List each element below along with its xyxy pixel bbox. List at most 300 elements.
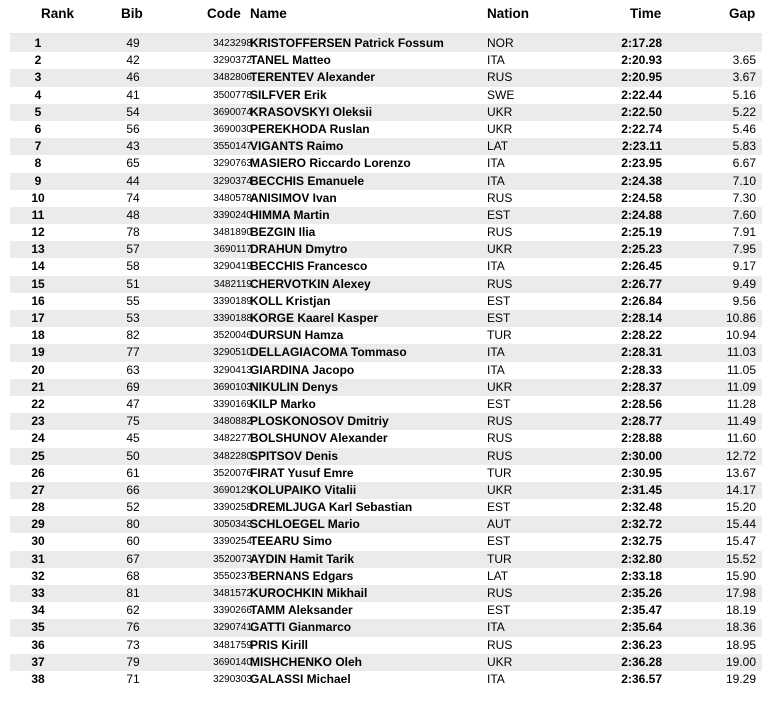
- cell-rank: 6: [34, 121, 42, 136]
- cell-nation: LAT: [487, 139, 509, 154]
- table-row: [10, 396, 762, 413]
- cell-time: 2:32.72: [621, 517, 662, 532]
- cell-name: VIGANTS Raimo: [250, 139, 344, 154]
- cell-time: 2:22.50: [621, 104, 662, 119]
- cell-rank: 15: [31, 276, 45, 291]
- cell-rank: 7: [34, 139, 42, 154]
- cell-code: 3690140: [213, 656, 252, 668]
- cell-name: TANEL Matteo: [250, 53, 331, 68]
- header-name: Name: [250, 6, 287, 21]
- cell-time: 2:28.88: [621, 431, 662, 446]
- cell-rank: 28: [31, 500, 45, 515]
- table-row: [10, 258, 762, 275]
- cell-bib: 60: [126, 534, 140, 549]
- cell-name: SILFVER Erik: [250, 87, 327, 102]
- cell-rank: 17: [31, 311, 45, 325]
- cell-bib: 73: [126, 637, 140, 652]
- cell-rank: 36: [31, 637, 45, 652]
- cell-rank: 31: [31, 551, 45, 566]
- cell-nation: RUS: [487, 70, 513, 85]
- cell-bib: 57: [126, 242, 140, 257]
- cell-nation: RUS: [487, 431, 513, 446]
- cell-nation: ITA: [487, 259, 505, 274]
- table-row: [10, 35, 762, 52]
- table-row: [10, 637, 762, 654]
- cell-code: 3481759: [213, 639, 252, 651]
- cell-time: 2:20.95: [621, 70, 662, 85]
- cell-code: 3050343: [213, 519, 252, 531]
- cell-bib: 63: [126, 362, 140, 377]
- cell-gap: 7.30: [732, 190, 756, 205]
- cell-bib: 69: [126, 379, 140, 394]
- cell-name: SCHLOEGEL Mario: [250, 517, 360, 532]
- cell-code: 3481572: [213, 588, 252, 599]
- cell-nation: EST: [487, 207, 511, 222]
- table-row: [10, 619, 762, 636]
- cell-nation: EST: [487, 311, 511, 325]
- cell-bib: 66: [126, 482, 140, 497]
- cell-bib: 76: [126, 620, 140, 635]
- cell-nation: TUR: [487, 328, 512, 343]
- cell-gap: 12.72: [725, 448, 756, 463]
- cell-name: DELLAGIACOMA Tommaso: [250, 345, 407, 360]
- table-row: [10, 379, 762, 396]
- cell-gap: 18.19: [725, 603, 756, 618]
- cell-gap: 9.56: [732, 293, 756, 308]
- table-row: [10, 327, 762, 344]
- cell-gap: 17.98: [725, 586, 756, 600]
- cell-name: PEREKHODA Ruslan: [250, 121, 370, 136]
- cell-gap: 11.28: [726, 396, 756, 411]
- cell-gap: 9.49: [732, 276, 756, 291]
- cell-code: 3390169: [213, 398, 252, 410]
- cell-code: 3480882: [213, 416, 252, 428]
- cell-rank: 24: [31, 431, 45, 446]
- cell-time: 2:32.48: [621, 500, 662, 515]
- cell-time: 2:36.23: [621, 637, 662, 652]
- table-row: [10, 190, 762, 207]
- table-row: [10, 516, 762, 533]
- cell-bib: 81: [126, 586, 140, 600]
- cell-name: KRISTOFFERSEN Patrick Fossum: [250, 36, 444, 50]
- cell-bib: 55: [126, 293, 140, 308]
- cell-nation: ITA: [487, 362, 505, 377]
- cell-code: 3550147: [213, 141, 252, 153]
- cell-code: 3500778: [213, 89, 252, 101]
- header-gap: Gap: [729, 6, 756, 21]
- cell-bib: 78: [126, 225, 140, 240]
- cell-gap: 5.83: [732, 139, 756, 154]
- cell-gap: 7.60: [732, 207, 756, 222]
- cell-time: 2:17.28: [621, 36, 662, 50]
- table-row: [10, 482, 762, 499]
- cell-time: 2:24.88: [621, 207, 662, 222]
- cell-nation: UKR: [487, 379, 513, 394]
- table-row: [10, 121, 762, 138]
- cell-gap: 19.00: [725, 654, 756, 669]
- cell-rank: 9: [34, 173, 42, 188]
- cell-code: 3290372: [213, 55, 252, 67]
- table-row: [10, 310, 762, 327]
- table-row: [10, 362, 762, 379]
- cell-time: 2:26.77: [621, 276, 662, 291]
- cell-time: 2:35.47: [621, 603, 662, 618]
- header-rank: Rank: [41, 6, 75, 21]
- table-row: [10, 602, 762, 619]
- cell-nation: LAT: [487, 568, 509, 583]
- header-time: Time: [630, 6, 662, 21]
- results-table: [10, 35, 762, 688]
- cell-bib: 49: [126, 36, 140, 50]
- cell-gap: 5.46: [732, 121, 756, 136]
- cell-bib: 67: [126, 551, 140, 566]
- cell-rank: 19: [31, 345, 45, 360]
- cell-name: DURSUN Hamza: [250, 328, 344, 343]
- cell-code: 3390188: [213, 313, 252, 324]
- cell-name: MASIERO Riccardo Lorenzo: [250, 156, 411, 171]
- cell-nation: UKR: [487, 121, 513, 136]
- cell-time: 2:35.26: [621, 586, 662, 600]
- cell-time: 2:28.14: [621, 311, 662, 325]
- cell-name: NIKULIN Denys: [250, 379, 339, 394]
- cell-time: 2:28.37: [621, 379, 662, 394]
- cell-rank: 12: [31, 225, 45, 240]
- cell-gap: 5.22: [732, 104, 756, 119]
- cell-rank: 11: [31, 207, 45, 222]
- cell-code: 3690129: [213, 484, 252, 496]
- cell-time: 2:28.56: [621, 396, 662, 411]
- cell-time: 2:33.18: [621, 568, 662, 583]
- cell-code: 3690117: [213, 244, 252, 256]
- table-row: [10, 413, 762, 430]
- cell-rank: 8: [34, 156, 42, 171]
- cell-rank: 20: [31, 362, 45, 377]
- cell-code: 3481890: [213, 227, 252, 239]
- cell-bib: 58: [126, 259, 140, 274]
- cell-gap: 14.17: [725, 482, 756, 497]
- cell-gap: 7.10: [732, 173, 756, 188]
- cell-name: KRASOVSKYI Oleksii: [250, 104, 373, 119]
- cell-nation: RUS: [487, 276, 513, 291]
- cell-gap: 7.91: [732, 225, 756, 240]
- cell-rank: 21: [31, 379, 45, 394]
- cell-name: CHERVOTKIN Alexey: [250, 276, 371, 291]
- table-row: [10, 173, 762, 190]
- cell-code: 3482280: [213, 450, 252, 462]
- cell-bib: 47: [126, 396, 140, 411]
- cell-rank: 30: [31, 534, 45, 549]
- cell-name: GALASSI Michael: [250, 671, 351, 686]
- cell-gap: 15.44: [725, 517, 756, 532]
- cell-bib: 82: [126, 328, 140, 343]
- table-row: [10, 568, 762, 585]
- cell-gap: 10.86: [725, 311, 756, 325]
- table-row: [10, 671, 762, 688]
- cell-time: 2:28.31: [621, 345, 662, 360]
- cell-bib: 48: [126, 207, 140, 222]
- cell-code: 3290510: [213, 347, 252, 359]
- cell-time: 2:24.58: [621, 190, 662, 205]
- table-row: [10, 430, 762, 447]
- cell-time: 2:25.23: [621, 242, 662, 257]
- cell-code: 3290413: [213, 364, 252, 376]
- cell-rank: 14: [31, 259, 45, 274]
- cell-rank: 22: [31, 396, 45, 411]
- cell-time: 2:25.19: [621, 225, 662, 240]
- cell-time: 2:36.28: [621, 654, 662, 669]
- cell-bib: 45: [126, 431, 140, 446]
- cell-nation: RUS: [487, 586, 513, 600]
- cell-time: 2:22.44: [621, 87, 662, 102]
- cell-rank: 32: [31, 568, 45, 583]
- cell-rank: 35: [31, 620, 45, 635]
- header-bib: Bib: [121, 6, 143, 21]
- cell-gap: 18.95: [725, 637, 756, 652]
- cell-nation: ITA: [487, 53, 505, 68]
- cell-bib: 50: [126, 448, 140, 463]
- cell-rank: 27: [31, 482, 45, 497]
- cell-name: TAMM Aleksander: [250, 603, 353, 618]
- cell-code: 3690074: [213, 106, 252, 118]
- cell-name: PRIS Kirill: [250, 637, 309, 652]
- cell-code: 3690103: [213, 381, 252, 393]
- cell-nation: UKR: [487, 654, 513, 669]
- cell-bib: 65: [126, 156, 140, 171]
- cell-code: 3290374: [213, 175, 252, 187]
- cell-time: 2:36.57: [621, 671, 662, 686]
- cell-gap: 7.95: [732, 242, 756, 257]
- cell-rank: 18: [31, 328, 45, 343]
- cell-name: GATTI Gianmarco: [250, 620, 352, 635]
- cell-name: AYDIN Hamit Tarik: [250, 551, 355, 566]
- cell-name: KUROCHKIN Mikhail: [250, 586, 368, 600]
- cell-name: BERNANS Edgars: [250, 568, 354, 583]
- cell-name: HIMMA Martin: [250, 207, 330, 222]
- cell-bib: 56: [126, 121, 140, 136]
- cell-gap: 19.29: [725, 671, 756, 686]
- cell-gap: 3.67: [732, 70, 756, 85]
- cell-nation: EST: [487, 603, 511, 618]
- cell-name: PLOSKONOSOV Dmitriy: [250, 414, 389, 429]
- cell-rank: 37: [31, 654, 45, 669]
- cell-nation: EST: [487, 500, 511, 515]
- cell-gap: 13.67: [725, 465, 756, 480]
- cell-bib: 62: [126, 603, 140, 618]
- cell-time: 2:28.33: [621, 362, 662, 377]
- cell-nation: UKR: [487, 104, 513, 119]
- cell-nation: AUT: [487, 517, 511, 532]
- cell-nation: SWE: [487, 87, 515, 102]
- cell-nation: ITA: [487, 156, 505, 171]
- cell-gap: 15.52: [725, 551, 756, 566]
- cell-bib: 68: [126, 568, 140, 583]
- table-row: [10, 224, 762, 241]
- cell-code: 3390240: [213, 209, 252, 221]
- cell-nation: TUR: [487, 551, 512, 566]
- table-row: [10, 104, 762, 121]
- cell-time: 2:23.95: [621, 156, 662, 171]
- cell-nation: ITA: [487, 173, 505, 188]
- cell-nation: ITA: [487, 345, 505, 360]
- cell-rank: 25: [31, 448, 45, 463]
- cell-name: TERENTEV Alexander: [250, 70, 375, 85]
- table-row: [10, 207, 762, 224]
- cell-bib: 80: [126, 517, 140, 532]
- cell-bib: 53: [126, 311, 140, 325]
- cell-code: 3423298: [213, 38, 252, 49]
- cell-bib: 79: [126, 654, 140, 669]
- cell-bib: 41: [126, 87, 140, 102]
- cell-name: BECCHIS Francesco: [250, 259, 368, 274]
- table-row: [10, 69, 762, 86]
- cell-bib: 43: [126, 139, 140, 154]
- table-row: [10, 241, 762, 258]
- cell-rank: 33: [31, 586, 45, 600]
- cell-gap: 15.47: [725, 534, 756, 549]
- cell-nation: NOR: [487, 36, 514, 50]
- table-row: [10, 138, 762, 155]
- table-row: [10, 155, 762, 172]
- table-row: [10, 276, 762, 293]
- cell-name: GIARDINA Jacopo: [250, 362, 355, 377]
- cell-code: 3290419: [213, 261, 252, 273]
- cell-code: 3290763: [213, 158, 252, 170]
- cell-nation: UKR: [487, 482, 513, 497]
- cell-gap: 6.67: [732, 156, 756, 171]
- cell-nation: UKR: [487, 242, 513, 257]
- cell-gap: 18.36: [725, 620, 756, 635]
- cell-name: ANISIMOV Ivan: [250, 190, 337, 205]
- cell-gap: 11.05: [726, 362, 756, 377]
- table-row: [10, 654, 762, 671]
- cell-gap: 3.65: [732, 53, 756, 68]
- cell-time: 2:20.93: [621, 53, 662, 68]
- cell-code: 3480578: [213, 192, 252, 204]
- cell-name: KORGE Kaarel Kasper: [250, 311, 379, 325]
- cell-code: 3520073: [213, 553, 252, 565]
- cell-nation: EST: [487, 534, 511, 549]
- cell-rank: 23: [31, 414, 45, 429]
- cell-name: BECCHIS Emanuele: [250, 173, 365, 188]
- table-row: [10, 465, 762, 482]
- cell-bib: 42: [126, 53, 140, 68]
- cell-name: KILP Marko: [250, 396, 316, 411]
- header-nation: Nation: [487, 6, 529, 21]
- cell-nation: RUS: [487, 637, 513, 652]
- cell-code: 3520046: [213, 330, 252, 342]
- cell-name: TEEARU Simo: [250, 534, 333, 549]
- cell-name: KOLL Kristjan: [250, 293, 331, 308]
- cell-gap: 5.16: [732, 87, 756, 102]
- cell-rank: 4: [34, 87, 42, 102]
- cell-name: SPITSOV Denis: [250, 448, 339, 463]
- cell-bib: 74: [126, 190, 140, 205]
- cell-time: 2:35.64: [621, 620, 662, 635]
- table-row: [10, 87, 762, 104]
- table-row: [10, 293, 762, 310]
- cell-nation: ITA: [487, 671, 505, 686]
- cell-bib: 44: [126, 173, 140, 188]
- cell-code: 3482277: [213, 433, 252, 445]
- cell-rank: 2: [34, 53, 42, 68]
- cell-code: 3390254: [213, 536, 252, 548]
- table-row: [10, 344, 762, 361]
- cell-name: DRAHUN Dmytro: [250, 242, 348, 257]
- cell-name: BEZGIN Ilia: [250, 225, 316, 240]
- cell-gap: 9.17: [732, 259, 756, 274]
- cell-gap: 15.90: [725, 568, 756, 583]
- cell-rank: 5: [34, 104, 42, 119]
- cell-rank: 26: [31, 465, 45, 480]
- table-row: [10, 551, 762, 568]
- cell-time: 2:22.74: [621, 121, 662, 136]
- cell-time: 2:31.45: [621, 482, 662, 497]
- cell-rank: 16: [31, 293, 45, 308]
- cell-bib: 61: [126, 465, 140, 480]
- table-row: [10, 585, 762, 602]
- cell-rank: 10: [31, 190, 45, 205]
- cell-time: 2:30.95: [621, 465, 662, 480]
- cell-rank: 38: [31, 671, 45, 686]
- cell-time: 2:30.00: [621, 448, 662, 463]
- cell-nation: RUS: [487, 225, 513, 240]
- cell-nation: RUS: [487, 414, 513, 429]
- cell-nation: EST: [487, 396, 511, 411]
- cell-time: 2:28.22: [621, 328, 662, 343]
- cell-gap: 10.94: [725, 328, 756, 343]
- cell-bib: 51: [126, 276, 140, 291]
- cell-code: 3690030: [213, 123, 252, 135]
- cell-nation: RUS: [487, 190, 513, 205]
- cell-time: 2:23.11: [621, 139, 662, 154]
- cell-time: 2:32.80: [621, 551, 662, 566]
- cell-nation: EST: [487, 293, 511, 308]
- cell-code: 3290741: [213, 622, 252, 634]
- cell-time: 2:28.77: [621, 414, 662, 429]
- cell-rank: 13: [31, 242, 45, 257]
- cell-gap: 11.09: [726, 379, 756, 394]
- cell-nation: RUS: [487, 448, 513, 463]
- cell-code: 3290303: [213, 673, 252, 685]
- cell-rank: 34: [31, 603, 45, 618]
- table-row: [10, 499, 762, 516]
- cell-time: 2:32.75: [621, 534, 662, 549]
- table-row: [10, 448, 762, 465]
- cell-gap: 15.20: [725, 500, 756, 515]
- cell-rank: 3: [34, 70, 42, 85]
- table-row: [10, 533, 762, 550]
- table-header: [0, 6, 768, 24]
- cell-rank: 29: [31, 517, 45, 532]
- cell-bib: 52: [126, 500, 140, 515]
- cell-nation: TUR: [487, 465, 512, 480]
- cell-name: DREMLJUGA Karl Sebastian: [250, 500, 413, 515]
- cell-name: BOLSHUNOV Alexander: [250, 431, 388, 446]
- cell-time: 2:26.84: [621, 293, 662, 308]
- cell-code: 3482806: [213, 72, 252, 84]
- cell-bib: 71: [126, 671, 140, 686]
- cell-name: KOLUPAIKO Vitalii: [250, 482, 357, 497]
- cell-code: 3390266: [213, 605, 252, 617]
- cell-code: 3520076: [213, 467, 252, 479]
- cell-nation: ITA: [487, 620, 505, 635]
- cell-bib: 75: [126, 414, 140, 429]
- cell-gap: 11.49: [726, 414, 756, 429]
- cell-code: 3390258: [213, 502, 252, 514]
- header-code: Code: [207, 6, 241, 21]
- cell-code: 3550237: [213, 570, 252, 582]
- cell-bib: 46: [126, 70, 140, 85]
